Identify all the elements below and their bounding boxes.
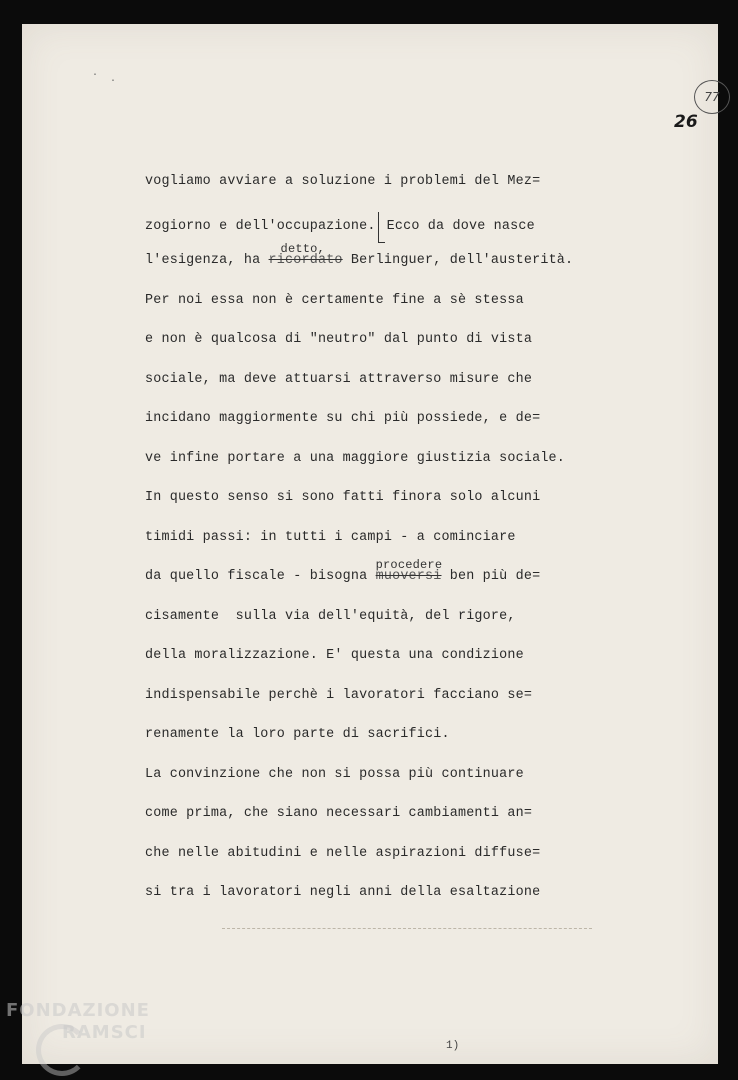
text-segment: l'esigenza, ha	[145, 253, 269, 268]
handwritten-insert: procedere	[375, 558, 443, 572]
text-line: incidano maggiormente su chi più possiede, e de=	[145, 411, 541, 426]
text-line: In questo senso si sono fatti finora solo alcuni	[145, 490, 541, 505]
text-line	[145, 242, 605, 291]
text-line: come prima, che siano necessari cambiamenti an=	[145, 806, 533, 821]
faint-divider-line	[222, 928, 592, 929]
margin-dot: ·	[110, 76, 117, 87]
text-segment: Berlinguer, dell'austerità.	[342, 253, 574, 268]
handwritten-insert: detto,	[280, 242, 325, 256]
text-line: e non è qualcosa di "neutro" dal punto di vista	[145, 332, 533, 347]
text-line: si tra i lavoratori negli anni della esaltazione	[145, 885, 541, 900]
archive-watermark-logo	[6, 1000, 150, 1044]
text-line: della moralizzazione. E' questa una condizione	[145, 648, 524, 663]
archive-number: 77	[704, 90, 720, 104]
page-number: 26	[674, 112, 698, 132]
text-segment: ben più de=	[441, 569, 541, 584]
watermark-line-1: FONDAZIONE	[6, 1000, 150, 1021]
text-line: cisamente sulla via dell'equità, del rigore,	[145, 608, 516, 624]
struck-word: muoversi	[375, 569, 442, 584]
margin-dot: ·	[92, 70, 99, 81]
text-line: La convinzione che non si possa più continuare	[145, 766, 524, 782]
watermark-line-2: RAMSCI	[62, 1022, 147, 1043]
text-line: ve infine portare a una maggiore giustizia sociale.	[145, 450, 566, 466]
archive-number-stamp	[694, 80, 730, 114]
text-line: vogliamo avviare a soluzione i problemi del Mez=	[145, 174, 541, 189]
struck-word: ricordato	[268, 253, 343, 268]
text-line	[145, 212, 605, 252]
text-line: renamente la loro parte di sacrifici.	[145, 727, 450, 742]
text-line: indispensabile perchè i lavoratori facciano se=	[145, 687, 533, 703]
footer-mark: 1)	[446, 1040, 460, 1052]
text-segment: Ecco da dove nasce	[386, 218, 535, 234]
text-line: che nelle abitudini e nelle aspirazioni diffuse=	[145, 845, 541, 861]
document-page	[22, 24, 718, 1064]
watermark-g-icon	[36, 1024, 88, 1076]
typed-text-body	[145, 172, 605, 923]
text-line: timidi passi: in tutti i campi - a cominciare	[145, 529, 516, 545]
correction-bracket-mark	[378, 212, 385, 243]
text-line: Per noi essa non è certamente fine a sè stessa	[145, 292, 524, 308]
text-segment: da quello fiscale - bisogna	[145, 569, 376, 584]
text-line: sociale, ma deve attuarsi attraverso misure che	[145, 371, 533, 387]
text-line	[145, 558, 605, 607]
text-segment: zogiorno e dell'occupazione.	[145, 218, 376, 234]
